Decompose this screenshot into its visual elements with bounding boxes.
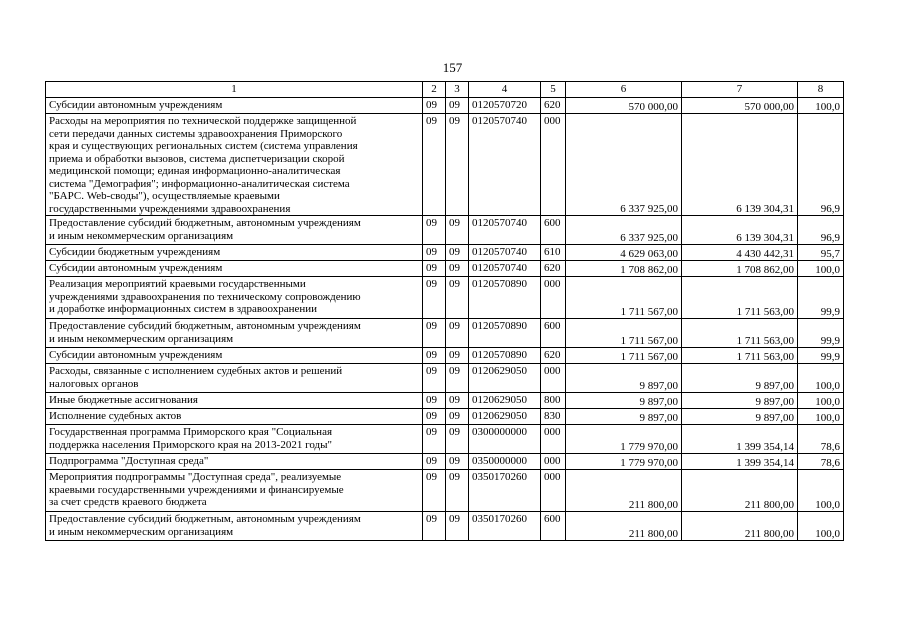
subsection-code: 09 [446, 409, 469, 425]
planned-amount: 1 708 862,00 [566, 261, 682, 277]
planned-amount: 9 897,00 [566, 364, 682, 393]
table-row [46, 245, 844, 261]
subsection-code: 09 [446, 512, 469, 541]
column-header: 6 [566, 82, 682, 98]
planned-amount: 570 000,00 [566, 98, 682, 114]
table-row [46, 454, 844, 470]
target-article-code: 0120570740 [469, 216, 541, 245]
executed-amount: 1 711 563,00 [682, 277, 798, 319]
table-row [46, 216, 844, 245]
subsection-code: 09 [446, 364, 469, 393]
execution-percent: 99,9 [798, 277, 844, 319]
target-article-code: 0350170260 [469, 470, 541, 512]
section-code: 09 [423, 425, 446, 454]
table-row [46, 470, 844, 512]
planned-amount: 6 337 925,00 [566, 114, 682, 216]
section-code: 09 [423, 277, 446, 319]
execution-percent: 100,0 [798, 512, 844, 541]
column-header: 5 [541, 82, 566, 98]
description-line: и иным некоммерческим организациям [49, 332, 234, 345]
description-line: система "Демография"; информационно-аналитическая система [49, 177, 350, 190]
row-description [46, 245, 423, 261]
expense-type-code: 600 [541, 512, 566, 541]
description-line: и иным некоммерческим организациям [49, 525, 234, 538]
table-row [46, 393, 844, 409]
target-article-code: 0120570720 [469, 98, 541, 114]
executed-amount: 211 800,00 [682, 512, 798, 541]
section-code: 09 [423, 216, 446, 245]
description-line: Исполнение судебных актов [49, 410, 182, 422]
planned-amount: 9 897,00 [566, 409, 682, 425]
row-description [46, 114, 423, 216]
subsection-code: 09 [446, 393, 469, 409]
expense-type-code: 610 [541, 245, 566, 261]
expense-type-code: 600 [541, 216, 566, 245]
table-row [46, 409, 844, 425]
target-article-code: 0120570890 [469, 348, 541, 364]
execution-percent: 95,7 [798, 245, 844, 261]
description-line: и иным некоммерческим организациям [49, 229, 234, 242]
row-description [46, 261, 423, 277]
row-description [46, 512, 423, 541]
column-header: 3 [446, 82, 469, 98]
subsection-code: 09 [446, 454, 469, 470]
execution-percent: 100,0 [798, 470, 844, 512]
description-line: учреждениями здравоохранения по техническому сопровождению [49, 290, 361, 303]
description-line: Предоставление субсидий бюджетным, автономным учреждениям [49, 513, 361, 525]
expense-type-code: 800 [541, 393, 566, 409]
executed-amount: 9 897,00 [682, 393, 798, 409]
description-line: Субсидии бюджетным учреждениям [49, 246, 221, 258]
section-code: 09 [423, 470, 446, 512]
execution-percent: 78,6 [798, 425, 844, 454]
section-code: 09 [423, 319, 446, 348]
section-code: 09 [423, 261, 446, 277]
description-line: Государственная программа Приморского края "Социальная [49, 426, 333, 438]
expense-type-code: 000 [541, 364, 566, 393]
execution-percent: 99,9 [798, 319, 844, 348]
section-code: 09 [423, 114, 446, 216]
row-description [46, 454, 423, 470]
planned-amount: 1 779 970,00 [566, 425, 682, 454]
planned-amount: 1 779 970,00 [566, 454, 682, 470]
planned-amount: 1 711 567,00 [566, 277, 682, 319]
executed-amount: 9 897,00 [682, 409, 798, 425]
description-line: Субсидии автономным учреждениям [49, 349, 223, 361]
subsection-code: 09 [446, 98, 469, 114]
execution-percent: 100,0 [798, 364, 844, 393]
table-row [46, 114, 844, 216]
executed-amount: 1 711 563,00 [682, 348, 798, 364]
executed-amount: 211 800,00 [682, 470, 798, 512]
column-header: 7 [682, 82, 798, 98]
planned-amount: 1 711 567,00 [566, 348, 682, 364]
row-description [46, 364, 423, 393]
subsection-code: 09 [446, 470, 469, 512]
section-code: 09 [423, 512, 446, 541]
execution-percent: 78,6 [798, 454, 844, 470]
subsection-code: 09 [446, 114, 469, 216]
description-line: Предоставление субсидий бюджетным, автономным учреждениям [49, 320, 361, 332]
section-code: 09 [423, 245, 446, 261]
subsection-code: 09 [446, 216, 469, 245]
table-row [46, 261, 844, 277]
executed-amount: 1 708 862,00 [682, 261, 798, 277]
target-article-code: 0120570740 [469, 261, 541, 277]
page-number: 157 [442, 60, 463, 75]
target-article-code: 0300000000 [469, 425, 541, 454]
planned-amount: 211 800,00 [566, 512, 682, 541]
section-code: 09 [423, 393, 446, 409]
description-line: приема и обработки вызовов, система диспетчеризации скорой [49, 152, 345, 165]
description-line: Расходы на мероприятия по технической поддержке защищенной [49, 115, 357, 127]
description-line: медицинской помощи; единая информационно-аналитическая [49, 165, 341, 177]
table-row [46, 98, 844, 114]
column-header: 2 [423, 82, 446, 98]
budget-table [45, 81, 844, 541]
description-line: Субсидии автономным учреждениям [49, 99, 223, 111]
executed-amount: 6 139 304,31 [682, 114, 798, 216]
target-article-code: 0120570890 [469, 319, 541, 348]
description-line: поддержка населения Приморского края на 2013-2021 годы" [49, 438, 332, 451]
description-line: края и существующих региональных систем (система управления [49, 140, 358, 152]
column-header: 1 [46, 82, 423, 98]
description-line: Субсидии автономным учреждениям [49, 262, 223, 274]
description-line: Подпрограмма "Доступная среда" [49, 455, 209, 467]
column-header: 8 [798, 82, 844, 98]
target-article-code: 0350000000 [469, 454, 541, 470]
expense-type-code: 620 [541, 98, 566, 114]
row-description [46, 348, 423, 364]
expense-type-code: 000 [541, 470, 566, 512]
expense-type-code: 000 [541, 454, 566, 470]
subsection-code: 09 [446, 261, 469, 277]
table-row [46, 364, 844, 393]
executed-amount: 9 897,00 [682, 364, 798, 393]
row-description [46, 393, 423, 409]
row-description [46, 277, 423, 319]
subsection-code: 09 [446, 425, 469, 454]
target-article-code: 0120570740 [469, 114, 541, 216]
subsection-code: 09 [446, 245, 469, 261]
row-description [46, 319, 423, 348]
executed-amount: 4 430 442,31 [682, 245, 798, 261]
execution-percent: 96,9 [798, 216, 844, 245]
subsection-code: 09 [446, 319, 469, 348]
execution-percent: 100,0 [798, 261, 844, 277]
row-description [46, 98, 423, 114]
section-code: 09 [423, 454, 446, 470]
execution-percent: 100,0 [798, 98, 844, 114]
planned-amount: 211 800,00 [566, 470, 682, 512]
table-row [46, 319, 844, 348]
description-line: Мероприятия подпрограммы "Доступная среда", реализуемые [49, 471, 342, 483]
row-description [46, 425, 423, 454]
expense-type-code: 000 [541, 277, 566, 319]
executed-amount: 1 711 563,00 [682, 319, 798, 348]
description-line: сети передачи данных системы здравоохранения Приморского [49, 127, 343, 140]
executed-amount: 6 139 304,31 [682, 216, 798, 245]
description-line: Иные бюджетные ассигнования [49, 394, 198, 406]
expense-type-code: 620 [541, 261, 566, 277]
row-description [46, 409, 423, 425]
executed-amount: 570 000,00 [682, 98, 798, 114]
description-line: "БАРС. Web-своды"), осуществляемые краевыми [49, 190, 280, 202]
description-line: за счет средств краевого бюджета [49, 496, 207, 508]
section-code: 09 [423, 364, 446, 393]
target-article-code: 0350170260 [469, 512, 541, 541]
expense-type-code: 830 [541, 409, 566, 425]
target-article-code: 0120629050 [469, 393, 541, 409]
execution-percent: 99,9 [798, 348, 844, 364]
planned-amount: 9 897,00 [566, 393, 682, 409]
description-line: краевыми государственными учреждениями и финансируемые [49, 483, 344, 496]
execution-percent: 100,0 [798, 393, 844, 409]
description-line: Реализация мероприятий краевыми государственными [49, 278, 306, 290]
row-description [46, 470, 423, 512]
executed-amount: 1 399 354,14 [682, 425, 798, 454]
description-line: налоговых органов [49, 377, 139, 390]
expense-type-code: 000 [541, 114, 566, 216]
execution-percent: 100,0 [798, 409, 844, 425]
section-code: 09 [423, 409, 446, 425]
execution-percent: 96,9 [798, 114, 844, 216]
target-article-code: 0120629050 [469, 409, 541, 425]
target-article-code: 0120570890 [469, 277, 541, 319]
expense-type-code: 600 [541, 319, 566, 348]
executed-amount: 1 399 354,14 [682, 454, 798, 470]
table-row [46, 512, 844, 541]
target-article-code: 0120570740 [469, 245, 541, 261]
column-header: 4 [469, 82, 541, 98]
table-row [46, 425, 844, 454]
planned-amount: 6 337 925,00 [566, 216, 682, 245]
description-line: государственными учреждениями здравоохранения [49, 202, 291, 215]
row-description [46, 216, 423, 245]
planned-amount: 1 711 567,00 [566, 319, 682, 348]
planned-amount: 4 629 063,00 [566, 245, 682, 261]
subsection-code: 09 [446, 277, 469, 319]
expense-type-code: 000 [541, 425, 566, 454]
table-header-row [46, 82, 844, 98]
description-line: и доработке информационных систем в здравоохранении [49, 303, 318, 315]
section-code: 09 [423, 348, 446, 364]
subsection-code: 09 [446, 348, 469, 364]
description-line: Предоставление субсидий бюджетным, автономным учреждениям [49, 217, 361, 229]
description-line: Расходы, связанные с исполнением судебных актов и решений [49, 365, 343, 377]
target-article-code: 0120629050 [469, 364, 541, 393]
table-row [46, 348, 844, 364]
section-code: 09 [423, 98, 446, 114]
expense-type-code: 620 [541, 348, 566, 364]
table-row [46, 277, 844, 319]
